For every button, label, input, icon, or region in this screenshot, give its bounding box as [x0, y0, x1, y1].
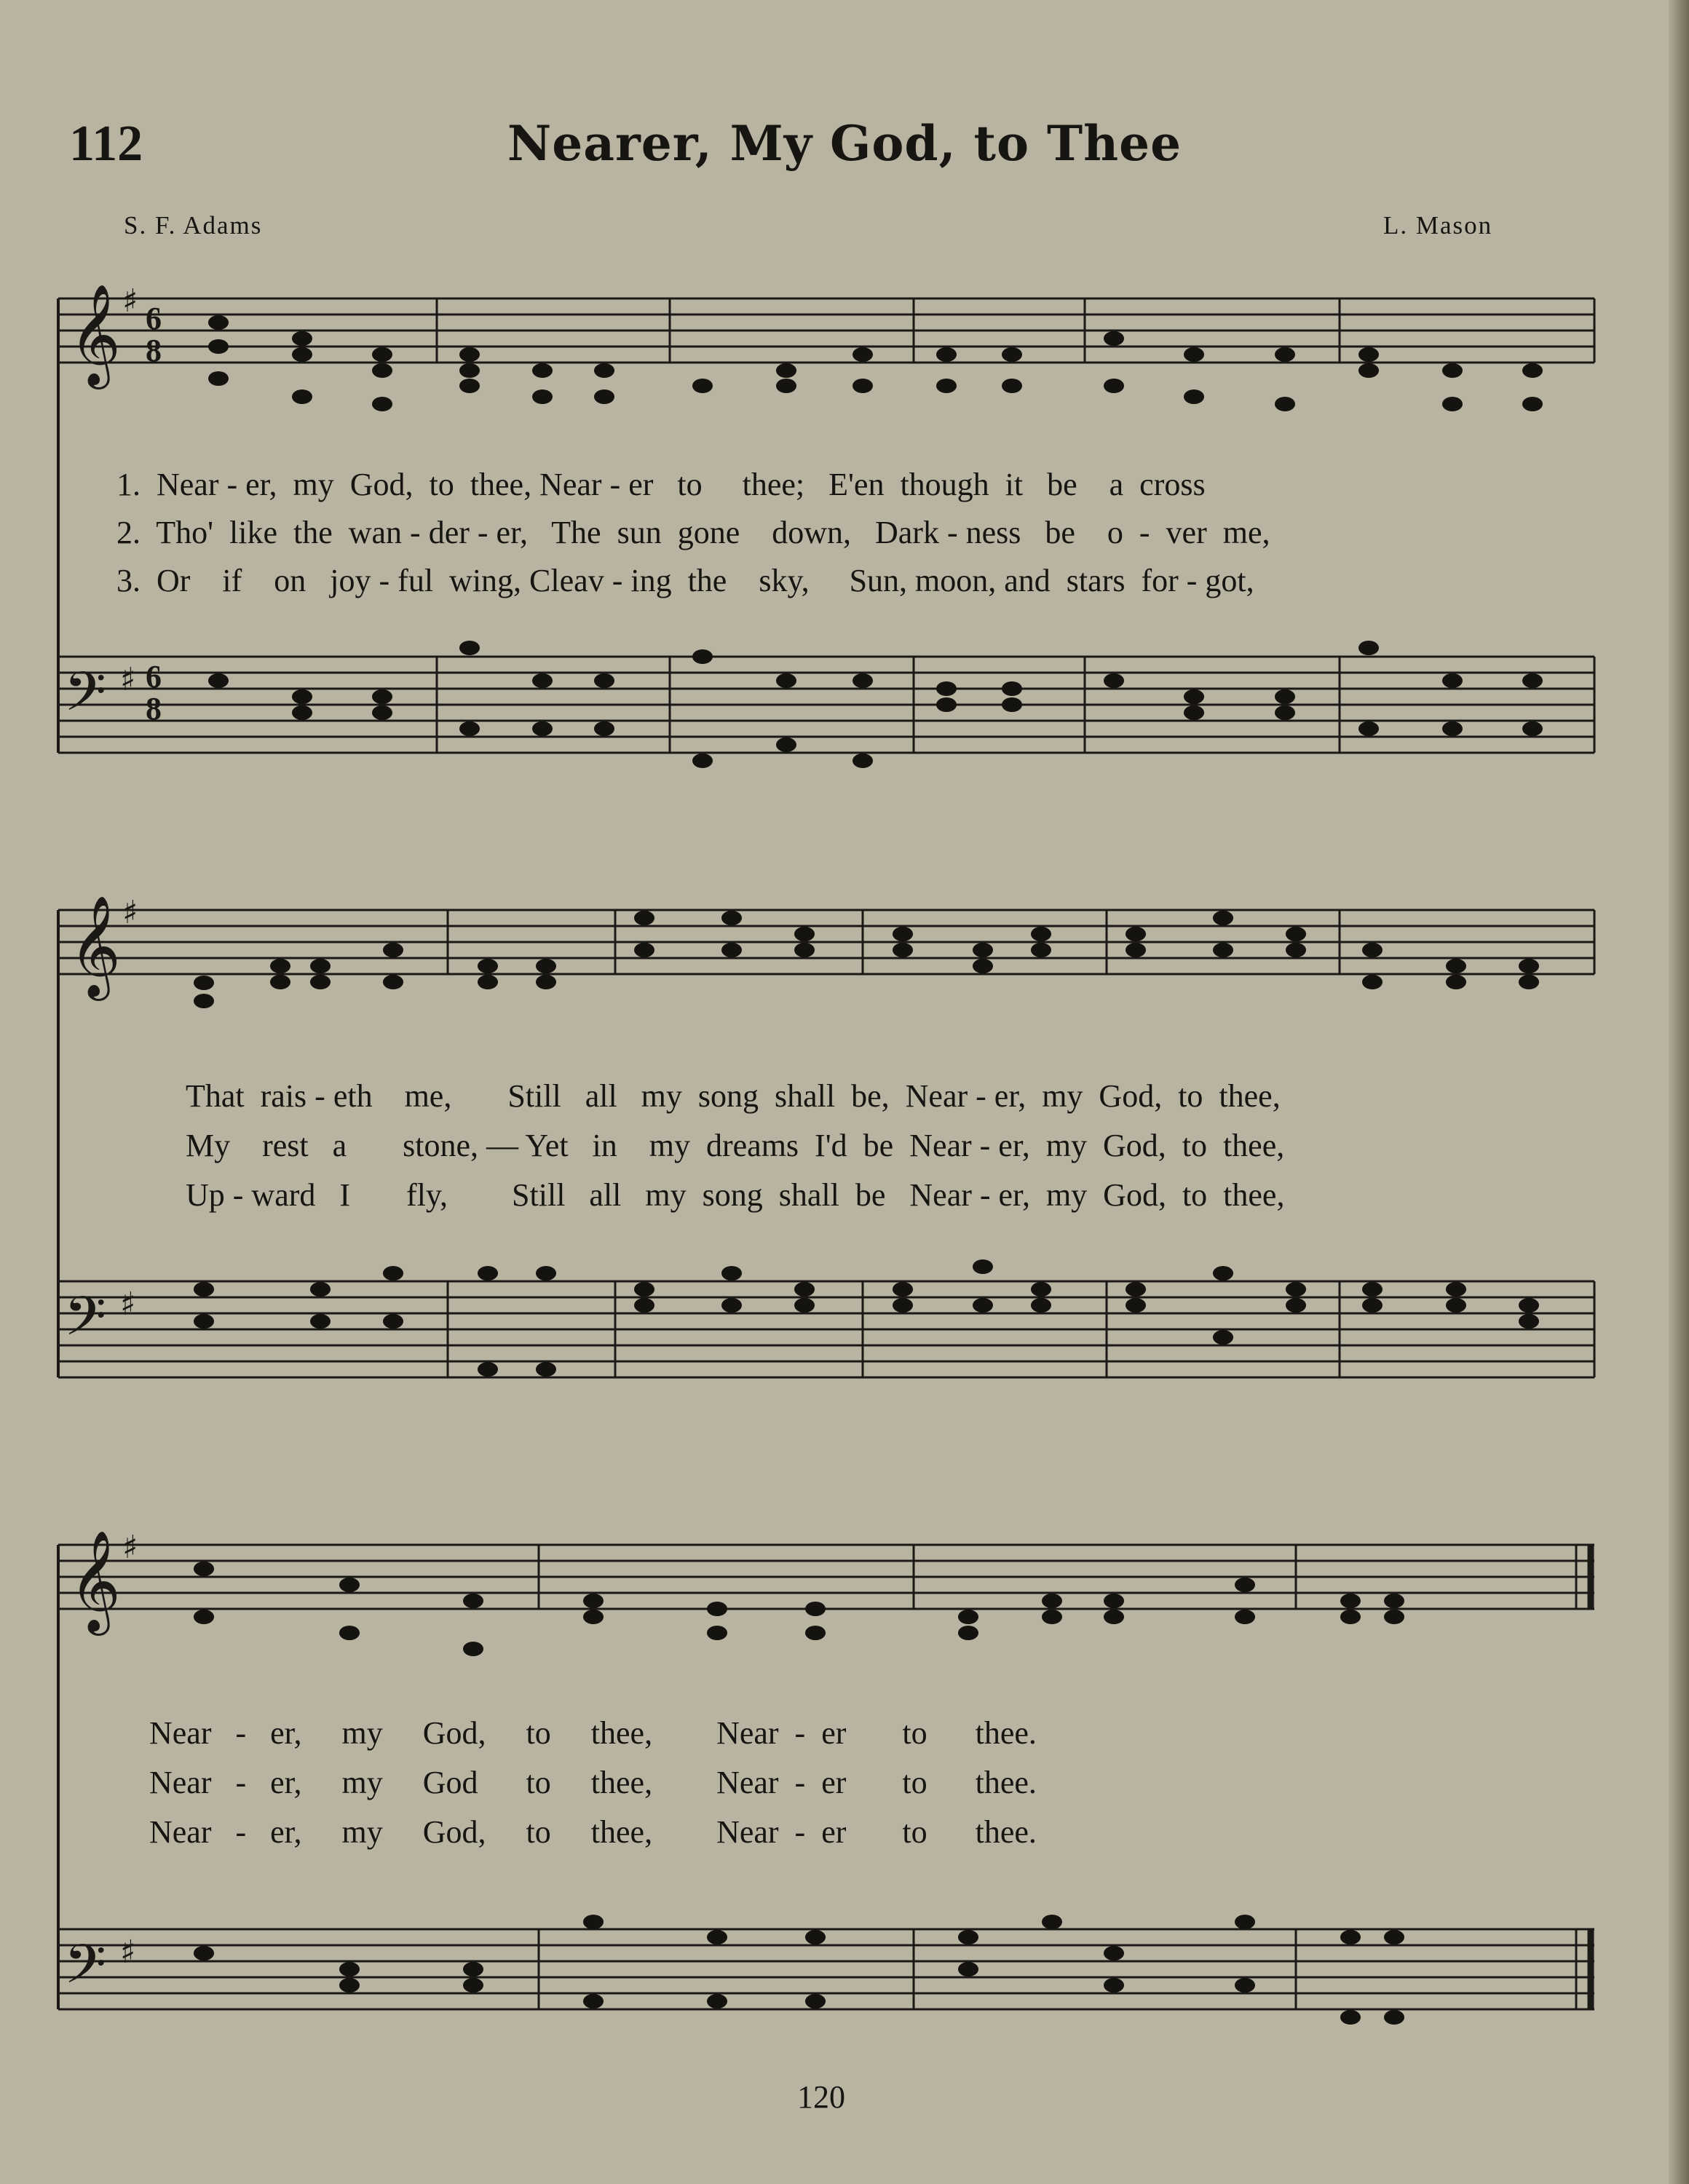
bass-staff-3: [58, 1929, 1594, 2009]
sharp-icon: ♯: [122, 894, 138, 931]
lyric-line-verse-1: Near - er, my God, to thee, Near - er to thee.: [149, 1715, 1037, 1751]
lyric-line-verse-1: 1. Near - er, my God, to thee, Near - er to thee; E'en though it be a cross: [116, 467, 1206, 502]
lyric-line-verse-1: That rais - eth me, Still all my song shall be, Near - er, my God, to thee,: [186, 1078, 1281, 1114]
bass-clef-icon: 𝄢: [64, 1933, 106, 2009]
hymn-title: Nearer, My God, to Thee: [507, 115, 1182, 172]
lyric-line-verse-3: Near - er, my God, to thee, Near - er to thee.: [149, 1814, 1037, 1850]
time-signature-bottom: 8: [146, 691, 162, 727]
lyric-line-verse-3: 3. Or if on joy - ful wing, Cleav - ing the sky, Sun, moon, and stars for - got,: [116, 563, 1254, 598]
page-number: 120: [797, 2079, 845, 2115]
bass-staff-1: [58, 657, 1594, 753]
bass-staff-2: [58, 1281, 1594, 1377]
sharp-icon: ♯: [120, 661, 136, 698]
sharp-icon: ♯: [122, 1529, 138, 1566]
time-signature-top: 6: [146, 659, 162, 695]
lyric-line-verse-2: My rest a stone, — Yet in my dreams I'd be Near - er, my God, to thee,: [186, 1128, 1285, 1163]
composer-credit: L. Mason: [1383, 211, 1493, 240]
treble-clef-icon: 𝄞: [69, 1530, 121, 1631]
lyricist-credit: S. F. Adams: [124, 211, 263, 240]
sharp-icon: ♯: [120, 1286, 136, 1323]
sharp-icon: ♯: [120, 1934, 136, 1971]
hymn-number: 112: [69, 116, 143, 172]
sharp-icon: ♯: [122, 282, 138, 320]
lyric-line-verse-2: 2. Tho' like the wan - der - er, The sun gone down, Dark - ness be o - ver me,: [116, 515, 1270, 550]
lyric-line-verse-2: Near - er, my God to thee, Near - er to thee.: [149, 1765, 1037, 1800]
time-signature-top: 6: [146, 301, 162, 336]
treble-staff-3: [58, 1545, 1594, 1609]
bass-clef-icon: 𝄢: [64, 660, 106, 737]
lyric-line-verse-3: Up - ward I fly, Still all my song shall be Near - er, my God, to thee,: [186, 1177, 1285, 1213]
bass-clef-icon: 𝄢: [64, 1285, 106, 1361]
time-signature-bottom: 8: [146, 333, 162, 368]
treble-clef-icon: 𝄞: [69, 284, 121, 385]
treble-clef-icon: 𝄞: [69, 895, 121, 997]
